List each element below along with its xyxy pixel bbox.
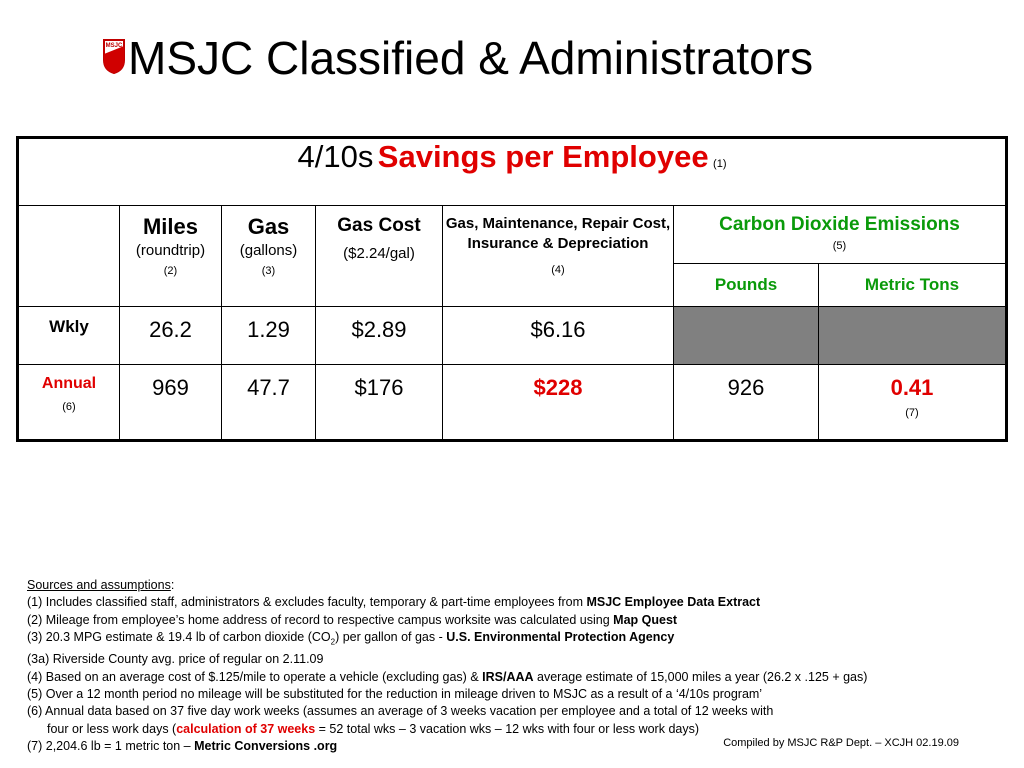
weekly-metric-tons-blank [819, 307, 1007, 365]
annual-metric-tons-note: (7) [905, 407, 919, 419]
annual-label: Annual [41, 375, 97, 392]
note-3a: (3a) Riverside County avg. price of regular on 2.11.09 [27, 652, 324, 667]
annual-pounds: 926 [727, 375, 765, 400]
annual-note: (6) [62, 401, 76, 413]
table-row [18, 307, 1007, 365]
page-title: MSJC Classified & Administrators [128, 32, 814, 84]
svg-text:MSJC: MSJC [105, 43, 123, 49]
weekly-label: Wkly [49, 317, 89, 336]
gas-maint-note: (4) [551, 264, 565, 276]
gas-note: (3) [261, 265, 276, 277]
note-4-text-a: (4) Based on an average cost of $.125/mile to operate a vehicle (excluding gas) & [27, 669, 483, 684]
annual-gas-maint-cell [443, 365, 674, 441]
gas-title: Gas [247, 214, 290, 239]
co2-note: (5) [832, 240, 847, 252]
weekly-gas-maint-cell [443, 307, 674, 365]
note-7-text: (7) 2,204.6 lb = 1 metric ton – [27, 739, 195, 754]
corner-cell [18, 206, 120, 307]
miles-title: Miles [142, 214, 199, 239]
annual-miles: 969 [152, 375, 189, 400]
annual-metric-tons-cell [819, 365, 1007, 441]
note-2 [27, 612, 867, 629]
annual-gas: 47.7 [247, 375, 290, 400]
table-title-emphasis: Savings per Employee [377, 139, 709, 174]
note-4-text-b: average estimate of 15,000 miles a year (26.2 x .125 + gas) [533, 669, 868, 684]
table-row [18, 365, 1007, 441]
weekly-gas-cell [222, 307, 316, 365]
gas-cost-title: Gas Cost [337, 215, 421, 236]
metric-tons-header: Metric Tons [819, 264, 1007, 307]
note-3-source: U.S. Environmental Protection Agency [446, 630, 675, 645]
gas-cost-header [316, 206, 443, 307]
weekly-miles-cell [120, 307, 222, 365]
note-3-subscript: 2 [330, 637, 336, 647]
msjc-logo [102, 36, 126, 74]
weekly-gas-cost-cell [316, 307, 443, 365]
annual-metric-tons: 0.41 [890, 375, 934, 400]
note-1-text: (1) Includes classified staff, administrators & excludes faculty, temporary & part-time employees from [27, 595, 587, 610]
annual-gas-maint: $228 [533, 375, 583, 400]
table-title-note: (1) [713, 158, 727, 170]
note-6-calculation: calculation of 37 weeks [176, 721, 316, 736]
note-3 [27, 629, 867, 651]
miles-note: (2) [163, 265, 178, 277]
table-title-cell [18, 138, 1007, 206]
note-5: (5) Over a 12 month period no mileage will be substituted for the reduction in mileage driven to MSJC as a result of a ‘4/10s program’ [27, 686, 763, 701]
table-title-row [18, 138, 1007, 206]
note-3-text-a: (3) 20.3 MPG estimate & 19.4 lb of carbon dioxide (CO [27, 630, 331, 645]
compiled-by-credit: Compiled by MSJC R&P Dept. – XCJH 02.19.09 [723, 737, 959, 749]
note-6-text-a: four or less work days ( [47, 721, 177, 736]
gas-maint-title: Gas, Maintenance, Repair Cost, Insurance & Depreciation [445, 215, 671, 252]
notes-heading-line [27, 577, 867, 594]
gas-sub: (gallons) [239, 242, 298, 259]
gas-header [222, 206, 316, 307]
annual-gas-cell [222, 365, 316, 441]
note-6: (6) Annual data based on 37 five day work weeks (assumes an average of 3 weeks vacation per employee and a total of 12 weeks with [27, 704, 774, 719]
note-6-text-b: = 52 total wks – 3 vacation wks – 12 wks with four or less work days) [315, 721, 700, 736]
table-title-prefix: 4/10s [297, 139, 374, 174]
gas-maint-header [443, 206, 674, 307]
miles-sub: (roundtrip) [135, 242, 206, 259]
pounds-header: Pounds [674, 264, 819, 307]
note-2-text: (2) Mileage from employee’s home address of record to respective campus worksite was calculated using [27, 612, 614, 627]
notes-heading-colon: : [170, 578, 175, 592]
annual-gas-cost: $176 [354, 375, 404, 400]
note-3-text-b: ) per gallon of gas - [335, 630, 447, 645]
note-4-source: IRS/AAA [482, 669, 534, 684]
weekly-gas-maint: $6.16 [530, 317, 586, 342]
gas-cost-sub: ($2.24/gal) [343, 245, 415, 262]
sources-notes [27, 577, 867, 756]
weekly-gas: 1.29 [247, 317, 290, 342]
co2-header [674, 206, 1007, 264]
weekly-miles: 26.2 [149, 317, 192, 342]
note-2-source: Map Quest [613, 612, 678, 627]
note-1 [27, 594, 867, 611]
column-header-row [18, 206, 1007, 264]
weekly-label-cell [18, 307, 120, 365]
note-1-source: MSJC Employee Data Extract [586, 595, 761, 610]
co2-title: Carbon Dioxide Emissions [719, 214, 960, 235]
annual-pounds-cell [674, 365, 819, 441]
weekly-gas-cost: $2.89 [351, 317, 407, 342]
note-4 [27, 669, 867, 686]
annual-label-cell [18, 365, 120, 441]
notes-heading: Sources and assumptions [27, 578, 171, 592]
savings-table [16, 136, 1008, 442]
miles-header [120, 206, 222, 307]
note-6-continued [27, 721, 867, 738]
annual-gas-cost-cell [316, 365, 443, 441]
annual-miles-cell [120, 365, 222, 441]
note-7-source: Metric Conversions .org [194, 739, 338, 754]
weekly-pounds-blank [674, 307, 819, 365]
